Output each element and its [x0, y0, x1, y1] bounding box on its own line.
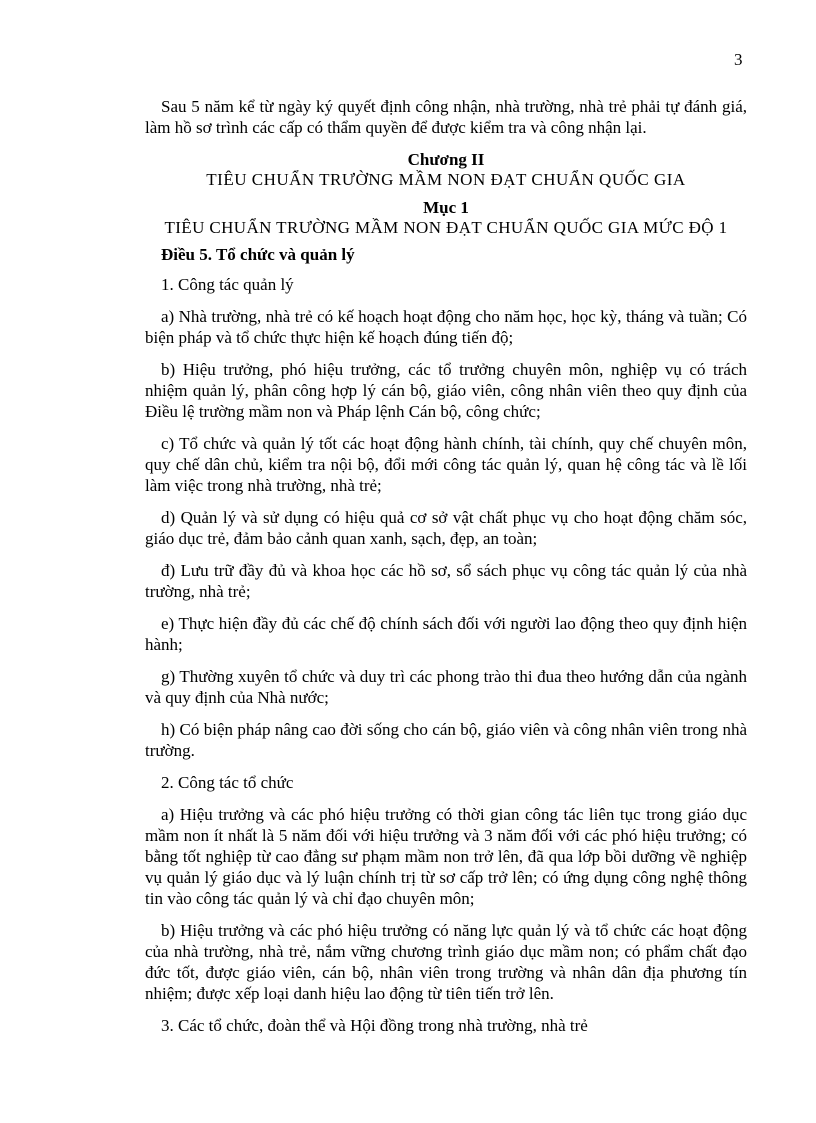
list-item: a) Hiệu trưởng và các phó hiệu trưởng có thời gian công tác liên tục trong giáo dục mầm non ít nhất là 5 năm đối với hiệu trưởng và 3 năm đối với các phó hiệu trưởng; có bằng tốt nghiệp từ cao đẳng sư phạm mầm non trở lên, đã qua lớp bồi dưỡng về nghiệp vụ quản lý giáo dục và lý luận chính trị từ sơ cấp trở lên; có ứng dụng công nghệ thông tin vào công tác quản lý và chỉ đạo chuyên môn; — [145, 805, 747, 908]
list-item: đ) Lưu trữ đầy đủ và khoa học các hồ sơ, sổ sách phục vụ công tác quản lý của nhà trường, nhà trẻ; — [145, 561, 747, 601]
section-subtitle: TIÊU CHUẨN TRƯỜNG MẦM NON ĐẠT CHUẨN QUỐC GIA MỨC ĐỘ 1 — [164, 218, 728, 237]
article-heading: Điều 5. Tổ chức và quản lý — [161, 245, 355, 264]
list-item: c) Tổ chức và quản lý tốt các hoạt động hành chính, tài chính, quy chế chuyên môn, quy chế dân chủ, kiểm tra nội bộ, đổi mới công tác quản lý, quan hệ công tác và lề lối làm việc trong nhà trường, nhà trẻ; — [145, 434, 747, 495]
part2-title: 2. Công tác tổ chức — [161, 773, 294, 792]
chapter-title: Chương II — [407, 150, 485, 169]
list-item: a) Nhà trường, nhà trẻ có kế hoạch hoạt động cho năm học, học kỳ, tháng và tuần; Có biện pháp và tổ chức thực hiện kế hoạch đúng tiến độ; — [145, 307, 747, 347]
section-title: Mục 1 — [423, 198, 469, 217]
chapter-subtitle: TIÊU CHUẨN TRƯỜNG MẦM NON ĐẠT CHUẨN QUỐC GIA — [206, 170, 686, 189]
list-item: g) Thường xuyên tổ chức và duy trì các phong trào thi đua theo hướng dẫn của ngành và quy định của Nhà nước; — [145, 667, 747, 707]
part3-title: 3. Các tổ chức, đoàn thể và Hội đồng trong nhà trường, nhà trẻ — [161, 1016, 588, 1035]
list-item: e) Thực hiện đầy đủ các chế độ chính sách đối với người lao động theo quy định hiện hành; — [145, 614, 747, 654]
list-item: b) Hiệu trưởng, phó hiệu trưởng, các tổ trưởng chuyên môn, nghiệp vụ có trách nhiệm quản lý, phân công hợp lý cán bộ, giáo viên, công nhân viên theo quy định của Điều lệ trường mầm non và Pháp lệnh Cán bộ, công chức; — [145, 360, 747, 421]
list-item: b) Hiệu trưởng và các phó hiệu trưởng có năng lực quản lý và tổ chức các hoạt động của nhà trường, nhà trẻ, nắm vững chương trình giáo dục mầm non; có phẩm chất đạo đức tốt, được giáo viên, cán bộ, nhân viên trong trường và nhân dân địa phương tín nhiệm; được xếp loại danh hiệu lao động từ tiên tiến trở lên. — [145, 921, 747, 1003]
part1-title: 1. Công tác quản lý — [161, 275, 294, 294]
document-body — [145, 96, 747, 1047]
list-item: h) Có biện pháp nâng cao đời sống cho cán bộ, giáo viên và công nhân viên trong nhà trường. — [145, 720, 747, 760]
page-number: 3 — [734, 50, 743, 69]
intro-paragraph: Sau 5 năm kể từ ngày ký quyết định công nhận, nhà trường, nhà trẻ phải tự đánh giá, làm hồ sơ trình các cấp có thẩm quyền để được kiểm tra và công nhận lại. — [145, 97, 747, 137]
list-item: d) Quản lý và sử dụng có hiệu quả cơ sở vật chất phục vụ cho hoạt động chăm sóc, giáo dục trẻ, đảm bảo cảnh quan xanh, sạch, đẹp, an toàn; — [145, 508, 747, 548]
